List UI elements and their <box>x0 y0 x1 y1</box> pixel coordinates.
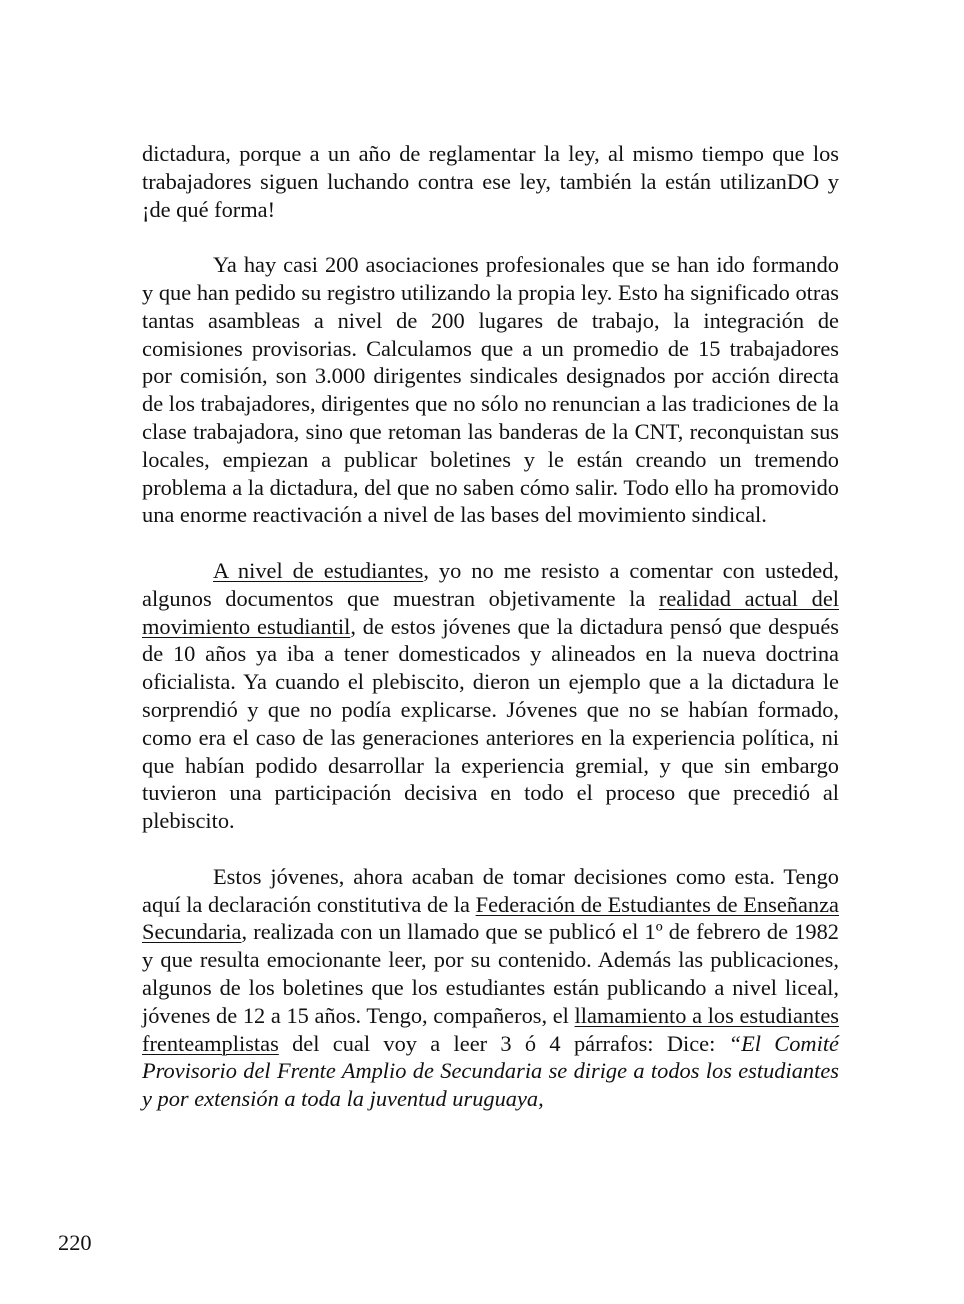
underlined-phrase-llamamiento: llamamiento a los estudiantes frenteamplistas <box>142 1002 839 1056</box>
page-number: 220 <box>58 1230 92 1255</box>
paragraph-3 <box>142 557 839 835</box>
paragraph-2-text: Ya hay casi 200 asociaciones profesionales que se han ido formando y que han pedido su registro utilizando la propia ley. Esto ha significado otras tantas asambleas a nivel de 200 lugares de trabajo, la integración de comisiones provisorias. Calculamos que a un promedio de 15 trabajadores por comisión, son 3.000 dirigentes sindicales designados por acción directa de los trabajadores, dirigentes que no sólo no renuncian a las tradiciones de la clase trabajadora, sino que retoman las banderas de la CNT, reconquistan sus locales, empiezan a publicar boletines y le están creando un tremendo problema a la dictadura, del que no saben cómo salir. Todo ello ha promovido una enorme reactivación a nivel de las bases del movimiento sindical. <box>142 252 839 528</box>
underlined-phrase-realidad-actual: realidad actual del <box>658 585 839 611</box>
paragraph-4-text-a: Estos jóvenes, ahora acaban de tomar decisiones como esta. Tengo aquí la declaración constitutiva de la <box>142 863 839 917</box>
paragraph-4 <box>142 863 839 1113</box>
paragraph-2 <box>142 251 839 529</box>
page-body <box>142 140 839 1113</box>
paragraph-4-text-c: del cual voy a leer 3 ó 4 párrafos: Dice: <box>278 1030 729 1056</box>
italic-quotation: “El Comité Provisorio del Frente Amplio de Secundaria se dirige a todos los estudiantes y por extensión a toda la juventud uruguaya, <box>142 1030 839 1112</box>
paragraph-1-text: dictadura, porque a un año de reglamentar la ley, al mismo tiempo que los trabajadores siguen luchando contra ese ley, también la están utilizanDO y ¡de qué forma! <box>142 141 839 222</box>
underlined-phrase-nivel-estudiantes: A nivel de estudiantes <box>213 557 424 583</box>
paragraph-4-text-b: , realizada con un llamado que se publicó el 1º de febrero de 1982 y que resulta emocionante leer, por su contenido. Además las publicaciones, algunos de los boletines que los estudiantes están publicando a nivel liceal, jóvenes de 12 a 15 años. Tengo, compañeros, el <box>142 919 839 1028</box>
underlined-phrase-movimiento-estudiantil: movimiento estudiantil <box>142 613 351 639</box>
paragraph-3-text-a: , yo no me resisto a comentar con usteded, algunos documentos que muestran objetivamente la <box>142 557 839 611</box>
paragraph-1 <box>142 140 839 223</box>
underlined-phrase-federacion: Federación de Estudiantes de Enseñanza Secundaria <box>142 891 839 945</box>
paragraph-3-text-b: , de estos jóvenes que la dictadura pensó que después de 10 años ya iba a tener domesticados y alineados en la nueva doctrina oficialista. Ya cuando el plebiscito, dieron un ejemplo que a la dictadura le sorprendió y que no podía explicarse. Jóvenes que no se habían formado, como era el caso de las generaciones anteriores en la experiencia política, ni que habían podido desarrollar la experiencia gremial, y que sin embargo tuvieron una participación decisiva en todo el proceso que precedió al plebiscito. <box>142 613 840 834</box>
